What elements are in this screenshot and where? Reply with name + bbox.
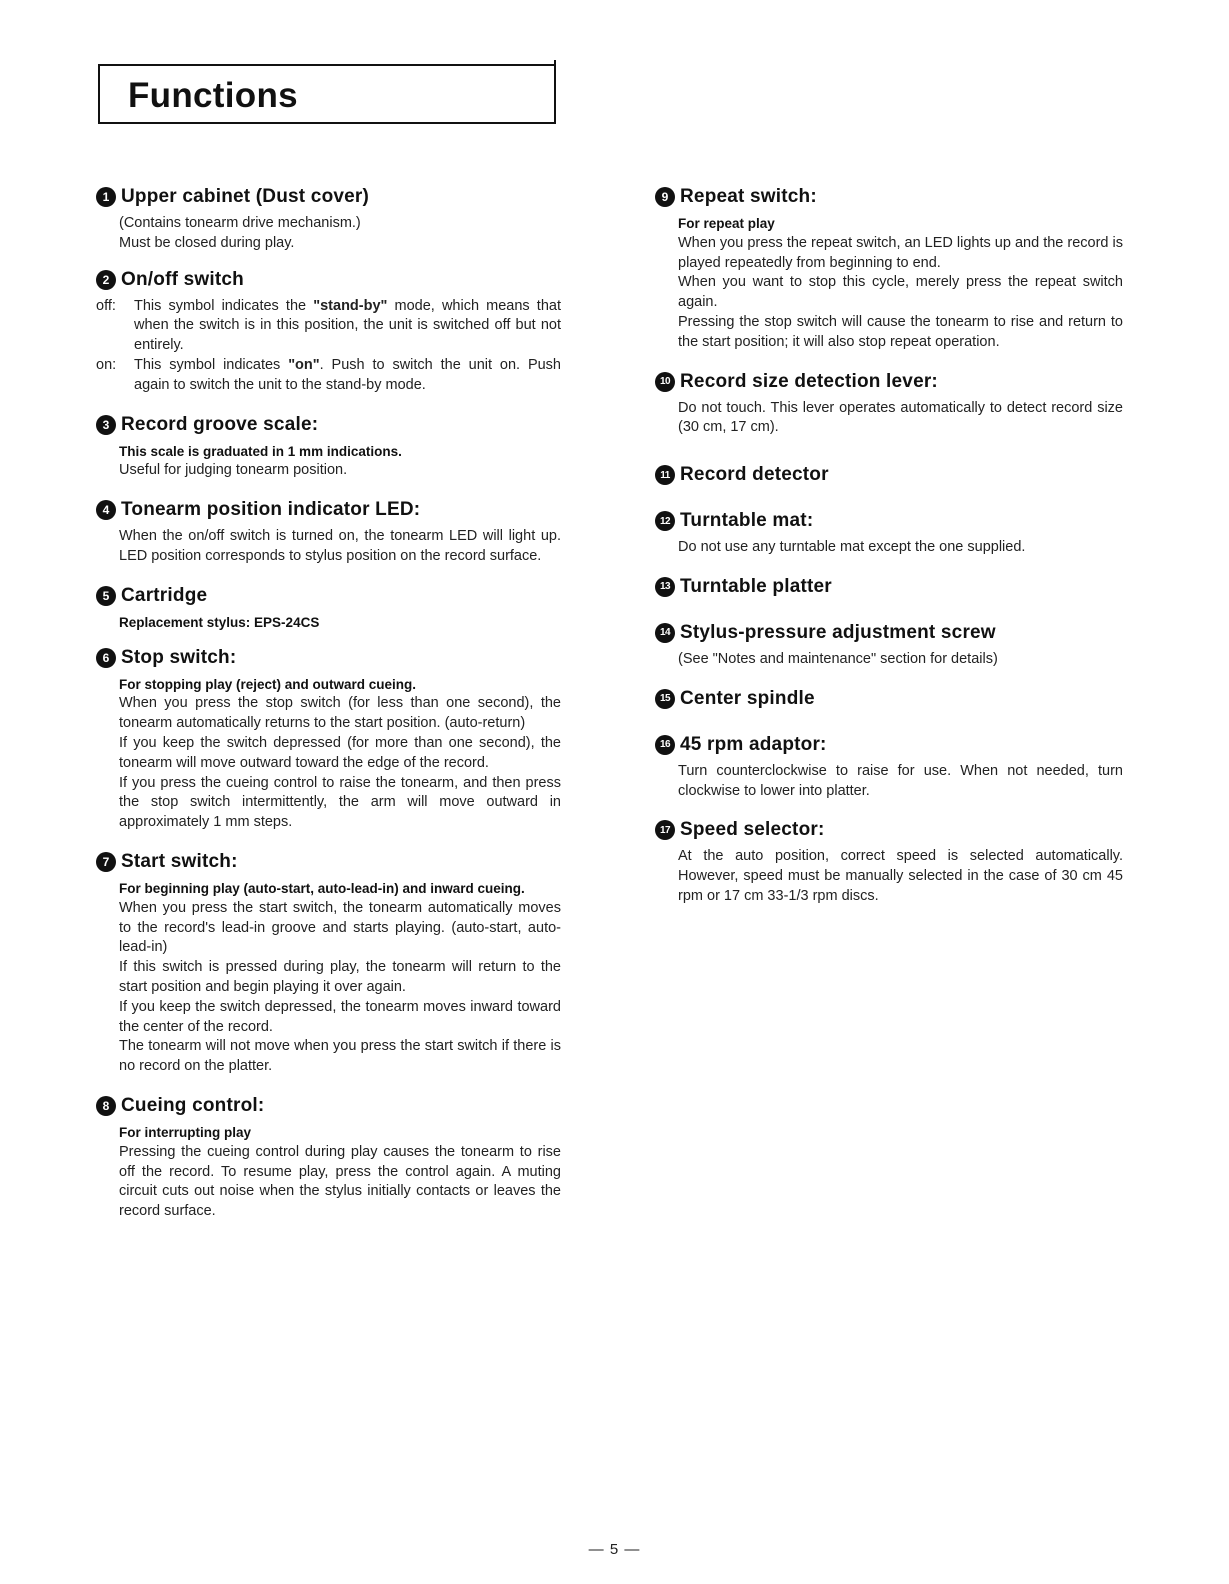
body-paragraph: When you press the start switch, the tonearm automatically moves to the record's lead-in groove and starts playing. (auto-start, auto-lead-in) <box>119 899 561 956</box>
left-column <box>96 186 561 1222</box>
subheading: For repeat play <box>678 216 775 231</box>
section-cueing-control <box>96 1095 561 1222</box>
number-badge: 4 <box>96 500 116 520</box>
section-title: Turntable mat: <box>680 510 814 532</box>
number-badge: 14 <box>655 623 675 643</box>
body-text: Useful for judging tonearm position. <box>119 462 348 479</box>
body-paragraph: When you want to stop this cycle, merely press the repeat switch again. <box>678 274 1123 311</box>
section-turntable-platter <box>655 576 1123 598</box>
title-box <box>98 64 556 124</box>
number-badge: 9 <box>655 187 675 207</box>
section-turntable-mat <box>655 510 1123 558</box>
section-cartridge <box>96 585 561 633</box>
off-text-rest: mode, which means that when the switch is in this position, the unit is switched off but not entirely. <box>134 297 561 354</box>
section-onoff-switch <box>96 269 561 396</box>
section-title: Speed selector: <box>680 819 825 841</box>
section-title: Record groove scale: <box>121 413 319 435</box>
off-text: This symbol indicates the <box>134 297 314 314</box>
number-badge: 16 <box>655 735 675 755</box>
body-text: Pressing the cueing control during play causes the tonearm to rise off the record. To resume play, press the control again. A muting circuit cuts out noise when the stylus initially contacts or leaves the record surface. <box>119 1143 561 1220</box>
section-stylus-pressure <box>655 622 1123 670</box>
section-upper-cabinet <box>96 186 561 254</box>
on-text: This symbol indicates <box>134 356 289 373</box>
off-description <box>96 297 561 356</box>
section-title: Stop switch: <box>121 646 237 668</box>
number-badge: 6 <box>96 648 116 668</box>
body-paragraph: If you press the cueing control to raise the tonearm, and then press the stop switch intermittently, the arm will move outward in approximately 1 mm steps. <box>119 774 561 831</box>
section-title: 45 rpm adaptor: <box>680 733 827 755</box>
body-paragraph: When you press the repeat switch, an LED lights up and the record is played repeatedly from beginning to end. <box>678 234 1123 271</box>
body-text: At the auto position, correct speed is selected automatically. However, speed must be manually selected in the case of 30 cm 45 rpm or 17 cm 33-1/3 rpm discs. <box>678 848 1123 904</box>
number-badge: 11 <box>655 465 675 485</box>
body-paragraph: Pressing the stop switch will cause the tonearm to rise and return to the start position; it will also stop repeat operation. <box>678 313 1123 350</box>
title-box-corner <box>554 60 556 66</box>
subheading: For stopping play (reject) and outward cueing. <box>119 676 417 692</box>
section-title: On/off switch <box>121 268 244 290</box>
off-label: off: <box>96 297 116 314</box>
body-text: Do not use any turntable mat except the one supplied. <box>678 539 1026 556</box>
section-speed-selector <box>655 819 1123 906</box>
body-line: Must be closed during play. <box>119 234 295 251</box>
number-badge: 5 <box>96 586 116 606</box>
number-badge: 7 <box>96 852 116 872</box>
section-title: Turntable platter <box>680 575 832 597</box>
section-title: Tonearm position indicator LED: <box>121 499 421 521</box>
section-start-switch <box>96 851 561 1077</box>
number-badge: 12 <box>655 511 675 531</box>
subheading: For interrupting play <box>119 1124 252 1140</box>
section-repeat-switch <box>655 186 1123 353</box>
section-45rpm-adaptor <box>655 734 1123 802</box>
section-tonearm-led <box>96 499 561 567</box>
section-title: Stylus-pressure adjustment screw <box>680 621 996 643</box>
subheading: Replacement stylus: EPS-24CS <box>119 614 320 630</box>
body-line: (Contains tonearm drive mechanism.) <box>119 215 361 231</box>
section-title: Upper cabinet (Dust cover) <box>121 186 370 207</box>
number-badge: 10 <box>655 372 675 392</box>
number-badge: 1 <box>96 187 116 207</box>
body-paragraph: If you keep the switch depressed (for more than one second), the tonearm will move outward toward the edge of the record. <box>119 734 561 771</box>
section-title: Repeat switch: <box>680 186 817 207</box>
number-badge: 8 <box>96 1096 116 1116</box>
right-column <box>655 186 1123 907</box>
number-badge: 2 <box>96 270 116 290</box>
body-paragraph: If this switch is pressed during play, the tonearm will return to the start position and begin playing it over again. <box>119 959 561 995</box>
section-title: Record detector <box>680 464 829 486</box>
page-number: — 5 — <box>588 1541 641 1558</box>
body-paragraph: If you keep the switch depressed, the tonearm moves inward toward the center of the record. <box>119 998 561 1035</box>
body-text: When the on/off switch is turned on, the tonearm LED will light up. LED position corresponds to stylus position on the record surface. <box>119 528 561 564</box>
section-title: Center spindle <box>680 687 815 709</box>
section-record-groove-scale <box>96 414 561 482</box>
section-record-detector <box>655 464 1123 486</box>
off-mode: "stand-by" <box>313 297 388 314</box>
section-center-spindle <box>655 688 1123 710</box>
on-mode: "on" <box>288 356 320 373</box>
on-label: on: <box>96 356 117 373</box>
on-text-rest: . Push to switch the unit on. Push again to switch the unit to the stand-by mode. <box>134 356 561 393</box>
section-title: Cartridge <box>121 584 208 606</box>
subheading: This scale is graduated in 1 mm indications. <box>119 443 402 459</box>
body-text: Turn counterclockwise to raise for use. When not needed, turn clockwise to lower into platter. <box>678 762 1123 799</box>
subheading: For beginning play (auto-start, auto-lead-in) and inward cueing. <box>119 880 525 896</box>
on-description <box>96 356 561 396</box>
body-paragraph: When you press the stop switch (for less than one second), the tonearm automatically returns to the start position. (auto-return) <box>119 695 561 732</box>
section-title: Record size detection lever: <box>680 370 938 392</box>
number-badge: 3 <box>96 415 116 435</box>
section-title: Start switch: <box>121 850 238 872</box>
number-badge: 17 <box>655 820 675 840</box>
number-badge: 13 <box>655 577 675 597</box>
body-text: (See "Notes and maintenance" section for details) <box>678 650 998 667</box>
page-title: Functions <box>128 76 298 115</box>
section-title: Cueing control: <box>121 1094 265 1116</box>
section-stop-switch <box>96 647 561 833</box>
body-text: Do not touch. This lever operates automatically to detect record size (30 cm, 17 cm). <box>678 399 1123 436</box>
number-badge: 15 <box>655 689 675 709</box>
body-paragraph: The tonearm will not move when you press the start switch if there is no record on the platter. <box>119 1038 561 1075</box>
section-record-size-detection <box>655 371 1123 439</box>
